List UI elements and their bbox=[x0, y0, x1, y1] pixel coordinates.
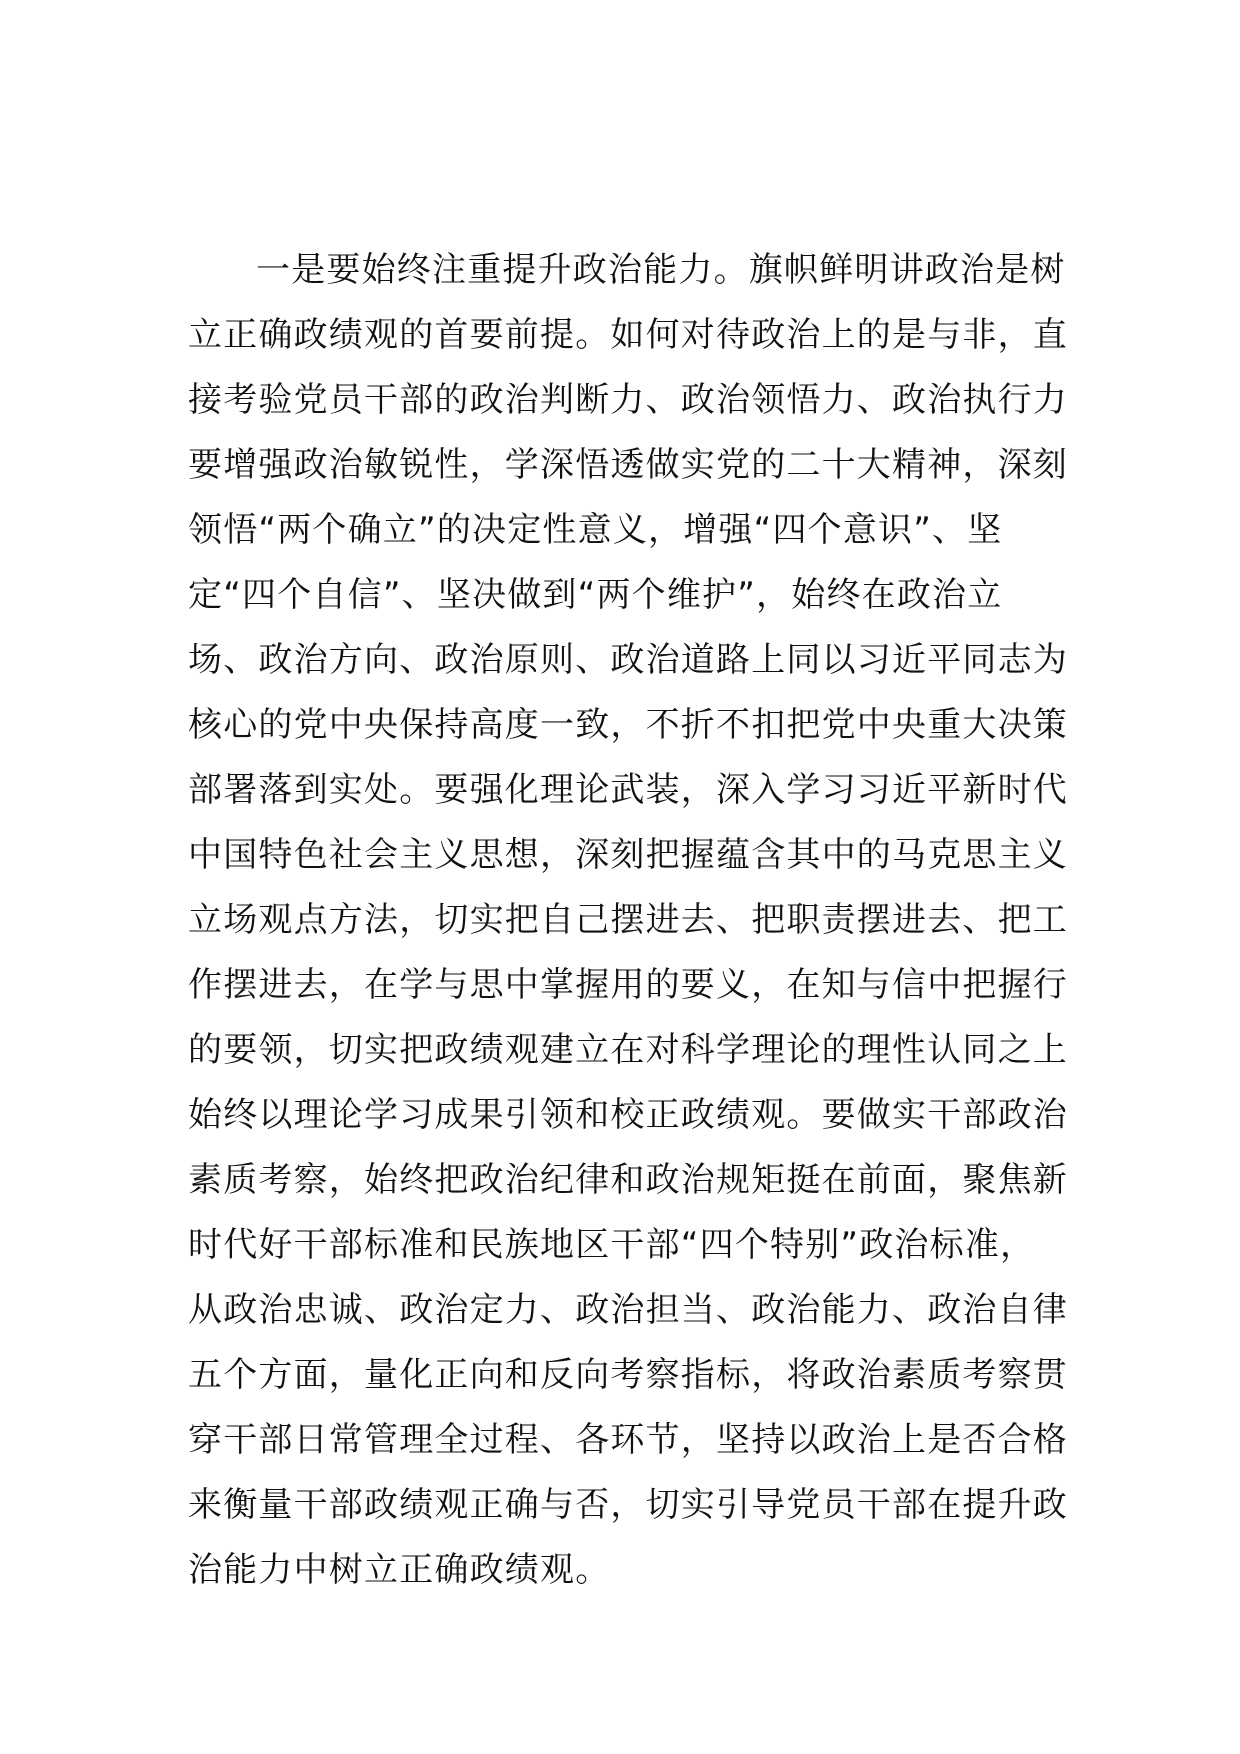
paragraph-line-15: 素质考察，始终把政治纪律和政治规矩挺在前面，聚焦新 bbox=[188, 1160, 1068, 1200]
paragraph-line-14: 始终以理论学习成果引领和校正政绩观。要做实干部政治 bbox=[188, 1095, 1068, 1135]
paragraph-line-21: 治能力中树立正确政绩观。 bbox=[188, 1550, 611, 1590]
paragraph-line-16: 时代好干部标准和民族地区干部“四个特别”政治标准， bbox=[188, 1225, 1036, 1265]
paragraph-line-11: 立场观点方法，切实把自己摆进去、把职责摆进去、把工 bbox=[188, 900, 1068, 940]
paragraph-line-17: 从政治忠诚、政治定力、政治担当、政治能力、政治自律 bbox=[188, 1290, 1068, 1330]
paragraph-line-6: 定“四个自信”、坚决做到“两个维护”，始终在政治立 bbox=[188, 575, 1003, 615]
paragraph-line-7: 场、政治方向、政治原则、政治道路上同以习近平同志为 bbox=[188, 640, 1068, 680]
paragraph-line-1: 一是要始终注重提升政治能力。旗帜鲜明讲政治是树 bbox=[256, 250, 1066, 290]
paragraph-line-12: 作摆进去，在学与思中掌握用的要义，在知与信中把握行 bbox=[188, 965, 1068, 1005]
paragraph-line-2: 立正确政绩观的首要前提。如何对待政治上的是与非，直 bbox=[188, 315, 1068, 355]
paragraph-line-4: 要增强政治敏锐性，学深悟透做实党的二十大精神，深刻 bbox=[188, 445, 1068, 485]
paragraph-line-5: 领悟“两个确立”的决定性意义，增强“四个意识”、坚 bbox=[188, 510, 1003, 550]
paragraph-line-13: 的要领，切实把政绩观建立在对科学理论的理性认同之上 bbox=[188, 1030, 1068, 1070]
paragraph-line-20: 来衡量干部政绩观正确与否，切实引导党员干部在提升政 bbox=[188, 1485, 1068, 1525]
paragraph-line-9: 部署落到实处。要强化理论武装，深入学习习近平新时代 bbox=[188, 770, 1068, 810]
paragraph-line-3: 接考验党员干部的政治判断力、政治领悟力、政治执行力 bbox=[188, 380, 1068, 420]
body-paragraph bbox=[188, 238, 1068, 1603]
paragraph-line-8: 核心的党中央保持高度一致，不折不扣把党中央重大决策 bbox=[188, 705, 1068, 745]
paragraph-line-10: 中国特色社会主义思想，深刻把握蕴含其中的马克思主义 bbox=[188, 835, 1068, 875]
paragraph-line-19: 穿干部日常管理全过程、各环节，坚持以政治上是否合格 bbox=[188, 1420, 1068, 1460]
paragraph-line-18: 五个方面，量化正向和反向考察指标，将政治素质考察贯 bbox=[188, 1355, 1068, 1395]
